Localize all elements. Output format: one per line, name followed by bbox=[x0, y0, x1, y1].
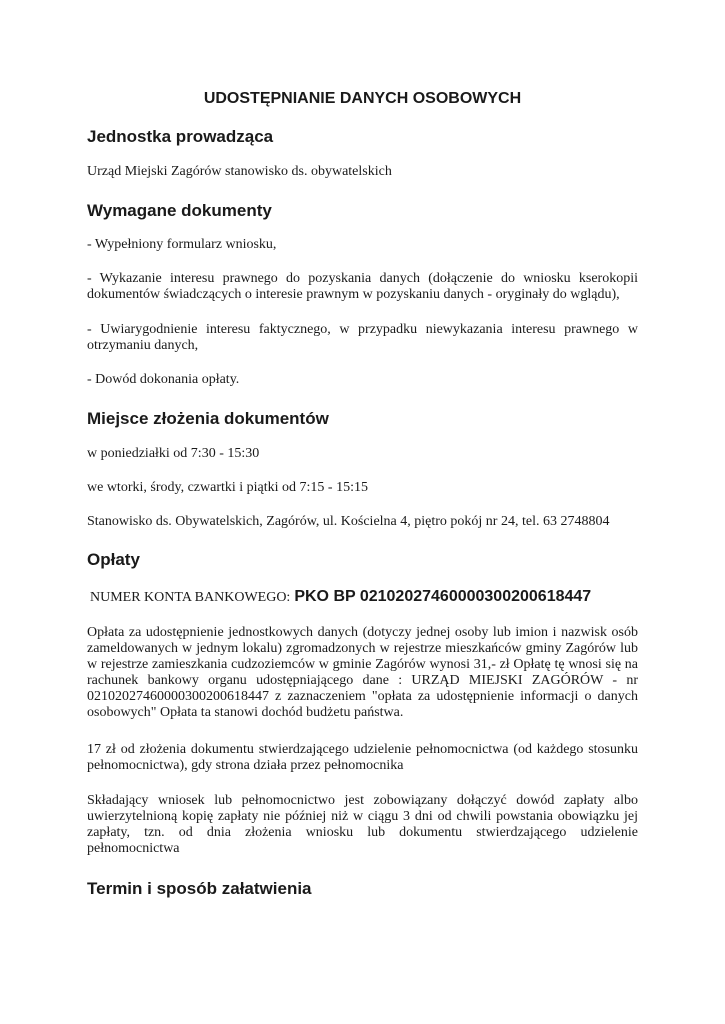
unit-text: Urząd Miejski Zagórów stanowisko ds. obywatelskich bbox=[87, 164, 392, 179]
hours-monday: w poniedziałki od 7:30 - 15:30 bbox=[87, 446, 260, 461]
doc-item-4: - Dowód dokonania opłaty. bbox=[87, 372, 240, 387]
doc-item-1: - Wypełniony formularz wniosku, bbox=[87, 237, 277, 252]
bank-account bbox=[90, 588, 591, 606]
heading-deadline: Termin i sposób załatwienia bbox=[87, 879, 312, 898]
office-address: Stanowisko ds. Obywatelskich, Zagórów, ul. Kościelna 4, piętro pokój nr 24, tel. 63 2748804 bbox=[87, 514, 610, 529]
doc-item-3: - Uwiarygodnienie interesu faktycznego, w przypadku niewykazania interesu prawnego w otrzymaniu danych, bbox=[87, 322, 638, 353]
hours-other-days: we wtorki, środy, czwartki i piątki od 7:15 - 15:15 bbox=[87, 480, 368, 495]
heading-place: Miejsce złożenia dokumentów bbox=[87, 409, 329, 428]
heading-unit: Jednostka prowadząca bbox=[87, 127, 274, 146]
doc-item-2: - Wykazanie interesu prawnego do pozyskania danych (dołączenie do wniosku kserokopii dokumentów świadczących o interesie prawnym w pozyskaniu danych - oryginały do wglądu), bbox=[87, 271, 638, 302]
fee-paragraph-1: Opłata za udostępnienie jednostkowych danych (dotyczy jednej osoby lub imion i nazwisk osób zameldowanych w jednym lokalu) zgromadzonych w rejestrze mieszkańców gminy Zagórów lub w rejestrze zamieszkania cudzoziemców w gminie Zagórów wynosi 31,- zł Opłatę tę wnosi się na rachunek bankowy organu udostępniającego dane : URZĄD MIEJSKI ZAGÓRÓW - nr 02102027460000300200618447 z zaznaczeniem "opłata za udostępnienie informacji o danych osobowych" Opłata ta stanowi dochód budżetu państwa. bbox=[87, 625, 638, 720]
fee-paragraph-3: Składający wniosek lub pełnomocnictwo jest zobowiązany dołączyć dowód zapłaty albo uwierzytelnioną kopię zapłaty nie później niż w ciągu 3 dni od chwili powstania obowiązku jej zapłaty, tzn. od dnia złożenia wniosku lub dokumentu stwierdzającego udzielenie pełnomocnictwa bbox=[87, 793, 638, 856]
heading-documents: Wymagane dokumenty bbox=[87, 201, 272, 220]
heading-fees: Opłaty bbox=[87, 550, 140, 569]
document-title: UDOSTĘPNIANIE DANYCH OSOBOWYCH bbox=[203, 90, 522, 107]
bank-account-label: NUMER KONTA BANKOWEGO: bbox=[90, 590, 291, 605]
bank-account-number: PKO BP 02102027460000300200618447 bbox=[294, 588, 592, 605]
fee-paragraph-2: 17 zł od złożenia dokumentu stwierdzającego udzielenie pełnomocnictwa (od każdego stosunku pełnomocnictwa), gdy strona działa przez pełnomocnika bbox=[87, 742, 638, 773]
